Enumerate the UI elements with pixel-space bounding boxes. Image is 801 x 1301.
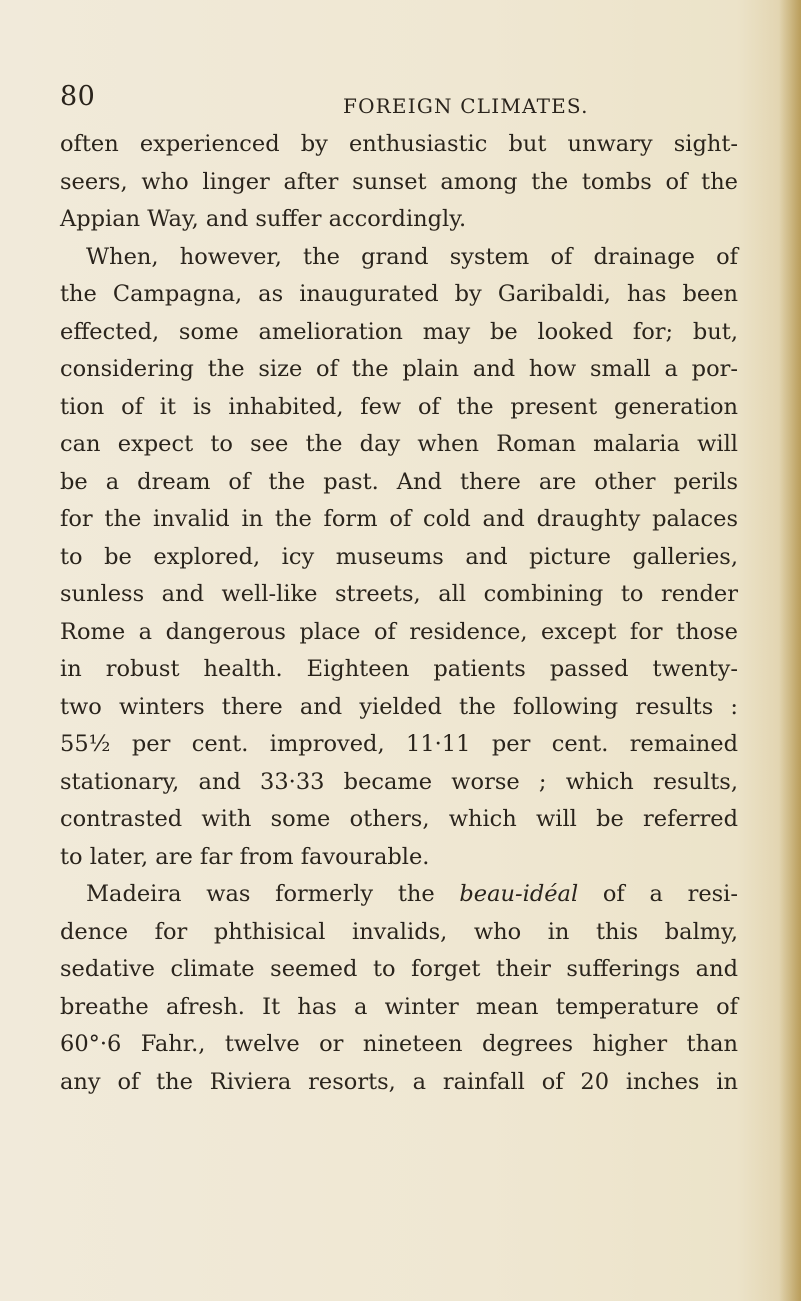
- running-head: [60, 82, 680, 116]
- italic-term: beau-idéal: [459, 881, 579, 907]
- text-line: dence for phthisical invalids, who in this balmy,: [60, 918, 738, 945]
- text-run: Madeira was formerly the: [86, 881, 460, 907]
- text-line: to later, are far from favourable.: [60, 843, 430, 870]
- text-line: sunless and well-like streets, all combining to render: [60, 581, 738, 607]
- text-line: considering the size of the plain and how small a por-: [60, 356, 738, 382]
- text-line-with-italic: [60, 876, 738, 914]
- text-run: of a resi-: [578, 881, 738, 907]
- text-line: two winters there and yielded the following results :: [60, 693, 738, 720]
- text-line: tion of it is inhabited, few of the present generation: [60, 393, 738, 420]
- text-line: Appian Way, and suffer accordingly.: [60, 206, 467, 232]
- text-line: can expect to see the day when Roman malaria will: [60, 431, 738, 457]
- page-edge-shadow: [779, 0, 801, 1301]
- page-number: 80: [60, 81, 96, 112]
- text-line: breathe afresh. It has a winter mean temperature of: [60, 993, 738, 1020]
- text-line: Rome a dangerous place of residence, except for those: [60, 618, 738, 645]
- text-line: to be explored, icy museums and picture galleries,: [60, 543, 738, 570]
- text-line: be a dream of the past. And there are other perils: [60, 468, 738, 495]
- text-line: 55½ per cent. improved, 11·11 per cent. remained: [60, 731, 738, 757]
- text-line: for the invalid in the form of cold and draughty palaces: [60, 506, 738, 532]
- text-line: in robust health. Eighteen patients passed twenty-: [60, 656, 738, 682]
- text-line: effected, some amelioration may be looked for; but,: [60, 318, 738, 345]
- text-line: 60°·6 Fahr., twelve or nineteen degrees higher than: [60, 1031, 738, 1057]
- text-line: stationary, and 33·33 became worse ; which results,: [60, 768, 738, 795]
- text-line: When, however, the grand system of drainage of: [86, 243, 738, 270]
- text-line: the Campagna, as inaugurated by Garibaldi, has been: [60, 281, 738, 307]
- text-line: sedative climate seemed to forget their sufferings and: [60, 956, 738, 982]
- text-line: seers, who linger after sunset among the tombs of the: [60, 168, 738, 195]
- body-text: [60, 126, 738, 1101]
- text-line: contrasted with some others, which will be referred: [60, 806, 738, 832]
- text-line: any of the Riviera resorts, a rainfall of 20 inches in: [60, 1068, 738, 1095]
- text-line: often experienced by enthusiastic but unwary sight-: [60, 131, 738, 157]
- running-title: FOREIGN CLIMATES.: [343, 94, 589, 118]
